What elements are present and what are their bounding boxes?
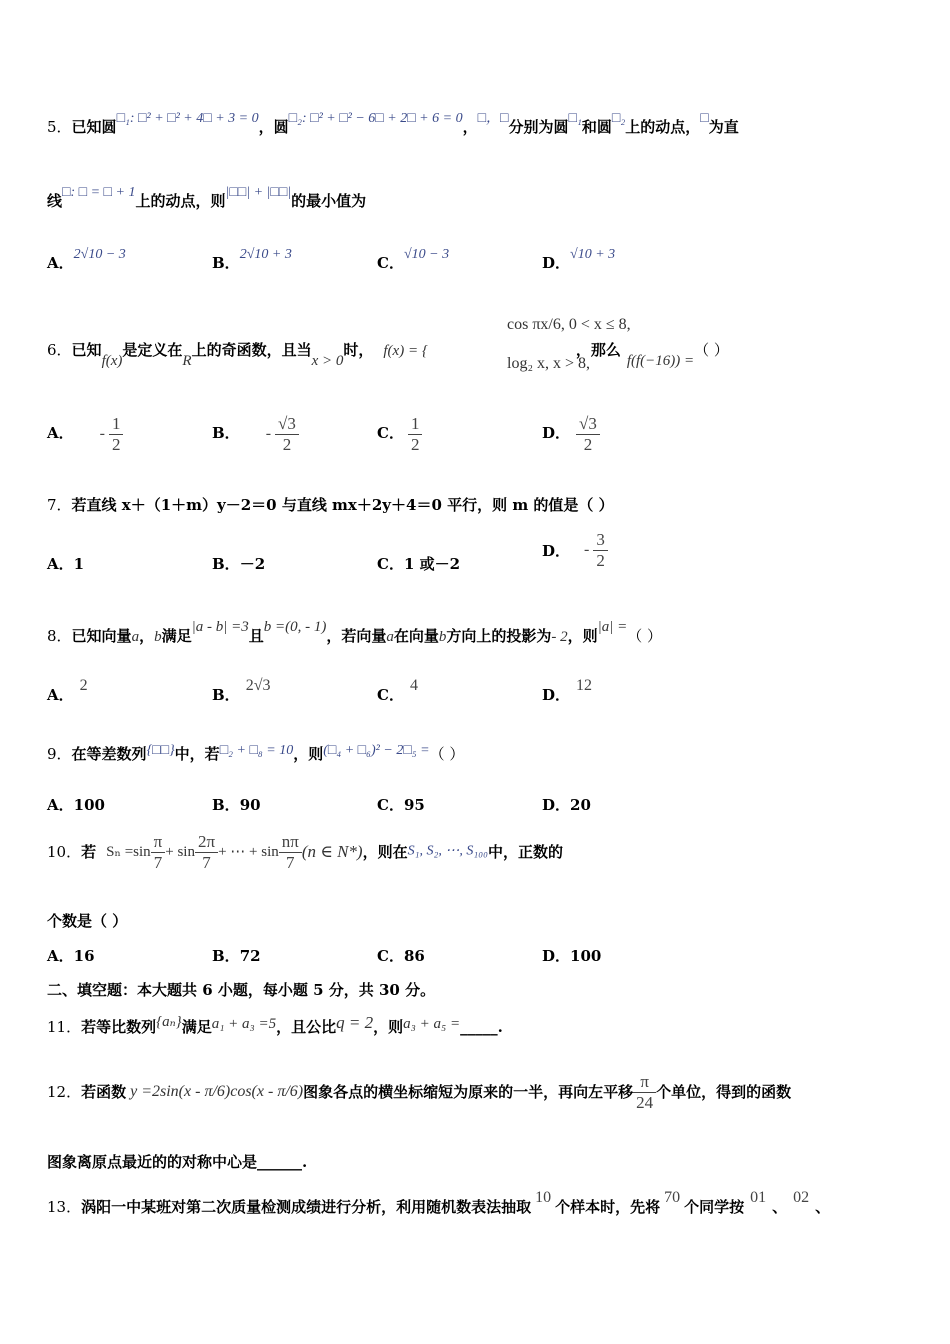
- q6-option-a: A． - $\frac{1}{2}$: [47, 414, 123, 454]
- target-expression: (□₄ + □₆)² − 2□₅ =: [323, 743, 430, 758]
- q9-option-c: C．95: [377, 796, 425, 814]
- norm-a-ask: |a| =: [597, 619, 628, 635]
- q8-option-d: D．12: [542, 677, 593, 704]
- composite-expression: f(f(−16)) =: [626, 353, 695, 369]
- q6-number: 6．: [47, 341, 72, 359]
- q7-option-c: C．1 或－2: [377, 555, 461, 573]
- q10-option-c: C．86: [377, 947, 425, 965]
- q5-number: 5．: [47, 118, 72, 136]
- q9-option-d: D．20: [542, 796, 591, 814]
- vector-a: a: [131, 629, 140, 645]
- function-expression: y =2sin(x - π/6)cos(x - π/6): [130, 1083, 304, 1101]
- circle-c2-equation: □₂: □² + □² − 6□ + 2□ + 6 = 0: [288, 111, 463, 126]
- sample-size: 10: [535, 1189, 552, 1206]
- domain-condition: x > 0: [311, 353, 344, 369]
- q10-line1: 10．若 Sₙ =sin $\frac{\pi}{7}$ + sin $\frac{2\pi}{7}$ + ⋯ + sin $\frac{n\pi}{7}$ (n ∈ N*)，则在S₁, S₂, ⋯, S₁₀₀中，正数的: [47, 832, 563, 872]
- q12-line1: 12．若函数 y =2sin(x - π/6)cos(x - π/6)图象各点的横坐标缩短为原来的一半，再向左平移 $\frac{\pi}{24}$ 个单位，得到的函数: [47, 1072, 792, 1112]
- q10-line2: 个数是（ ）: [47, 912, 128, 930]
- q6-option-d: D． $\frac{√3}{2}$: [542, 414, 600, 454]
- q5-line1: 5．已知圆□₁: □² + □² + 4□ + 3 = 0，圆□₂: □² + □² − 6□ + 2□ + 6 = 0，□，□分别为圆□₁和圆□₂上的动点，□为直: [47, 111, 739, 136]
- sequence-symbol: {□□}: [146, 743, 175, 758]
- piecewise-lhs: f(x) = {: [383, 343, 428, 359]
- q12-number: 12．: [47, 1083, 82, 1102]
- q9-number: 9．: [47, 745, 72, 763]
- q12-line2: 图象离原点最近的的对称中心是______.: [47, 1153, 308, 1171]
- q8-line: 8．已知向量a，b满足|a - b| =3且b =(0, - 1)，若向量a在向量b方向上的投影为- 2，则|a| =（ ）: [47, 619, 663, 645]
- q9-option-b: B．90: [212, 796, 261, 814]
- vector-b-value: b =(0, - 1): [263, 619, 327, 635]
- fx-symbol: f(x): [101, 353, 123, 369]
- q5-option-d: D．√10 + 3: [542, 247, 616, 272]
- section-heading: 二、填空题：本大题共 6 小题，每小题 5 分，共 30 分。: [47, 981, 436, 999]
- answer-blank[interactable]: _____.: [460, 1018, 503, 1036]
- q9-line: 9．在等差数列{□□}中，若□₂ + □₈ = 10，则(□₄ + □₆)² − 2□₅ =（ ）: [47, 743, 465, 763]
- q7-number: 7．: [47, 496, 72, 514]
- q6-option-c: C． $\frac{1}{2}$: [377, 414, 422, 454]
- q8-option-a: A．2: [47, 677, 88, 704]
- q10-number: 10．: [47, 843, 82, 862]
- q8-option-b: B．2√3: [212, 677, 271, 704]
- line-l-equation: □: □ = □ + 1: [62, 185, 136, 200]
- real-set: R: [182, 353, 192, 369]
- q9-option-a: A．100: [47, 796, 105, 814]
- norm-condition: |a - b| =3: [191, 619, 249, 635]
- piecewise-case-2: log₂ x, x > 8,: [507, 355, 591, 372]
- sum-list: S₁, S₂, ⋯, S₁₀₀: [407, 843, 488, 859]
- sum-condition: a₁ + a₃ =5: [211, 1016, 277, 1032]
- target-sum: a₃ + a₅ =: [403, 1016, 461, 1032]
- sum-condition: □₂ + □₈ = 10: [219, 743, 294, 758]
- q5-line2: 线□: □ = □ + 1上的动点，则|□□| + |□□|的最小值为: [47, 185, 367, 210]
- n-condition: (n ∈ N*): [301, 841, 363, 861]
- q5-option-b: B．2√10 + 3: [212, 247, 292, 272]
- class-size: 70: [664, 1189, 681, 1206]
- q5-option-c: C．√10 − 3: [377, 247, 450, 272]
- circle-c1-equation: □₁: □² + □² + 4□ + 3 = 0: [116, 111, 259, 126]
- q6-option-b: B． - $\frac{√3}{2}$: [212, 414, 299, 454]
- q13-line: 13．涡阳一中某班对第二次质量检测成绩进行分析，利用随机数表法抽取10个样本时，先将70个同学按01、02、: [47, 1189, 831, 1216]
- q7-line: 7．若直线 x＋（1＋m）y－2＝0 与直线 mx＋2y＋4＝0 平行，则 m 的值是（ ）: [47, 496, 614, 514]
- vector-b: b: [154, 629, 162, 645]
- q7-option-d: D． - $\frac{3}{2}$: [542, 530, 608, 570]
- q6-line: 6．已知f(x)是定义在R上的奇函数，且当x > 0时， f(x) = { ，那么f(f(−16)) =（ ）: [47, 341, 729, 369]
- q8-option-c: C．4: [377, 677, 418, 704]
- geometric-sequence: {aₙ}: [156, 1014, 182, 1030]
- point-p: □: [700, 111, 709, 126]
- points-pq: □，□: [477, 111, 509, 126]
- q7-option-a: A．1: [47, 555, 85, 573]
- projection-value: - 2: [551, 629, 568, 645]
- q10-option-d: D．100: [542, 947, 602, 965]
- q13-number: 13．: [47, 1198, 82, 1216]
- ratio-value: q = 2: [336, 1013, 374, 1032]
- q8-number: 8．: [47, 627, 72, 645]
- q10-option-b: B．72: [212, 947, 261, 965]
- q7-option-b: B．－2: [212, 555, 266, 573]
- q11-line: 11．若等比数列{aₙ}满足a₁ + a₃ =5，且公比q = 2，则a₃ + a₅ =_____.: [47, 1013, 503, 1036]
- sum-sn: Sₙ =sin: [106, 844, 151, 861]
- q5-option-a: A．2√10 − 3: [47, 247, 126, 272]
- q11-number: 11．: [47, 1018, 82, 1036]
- piecewise-case-1: cos πx/6, 0 < x ≤ 8,: [507, 316, 631, 333]
- q10-option-a: A．16: [47, 947, 95, 965]
- distance-expression: |□□| + |□□|: [225, 185, 292, 200]
